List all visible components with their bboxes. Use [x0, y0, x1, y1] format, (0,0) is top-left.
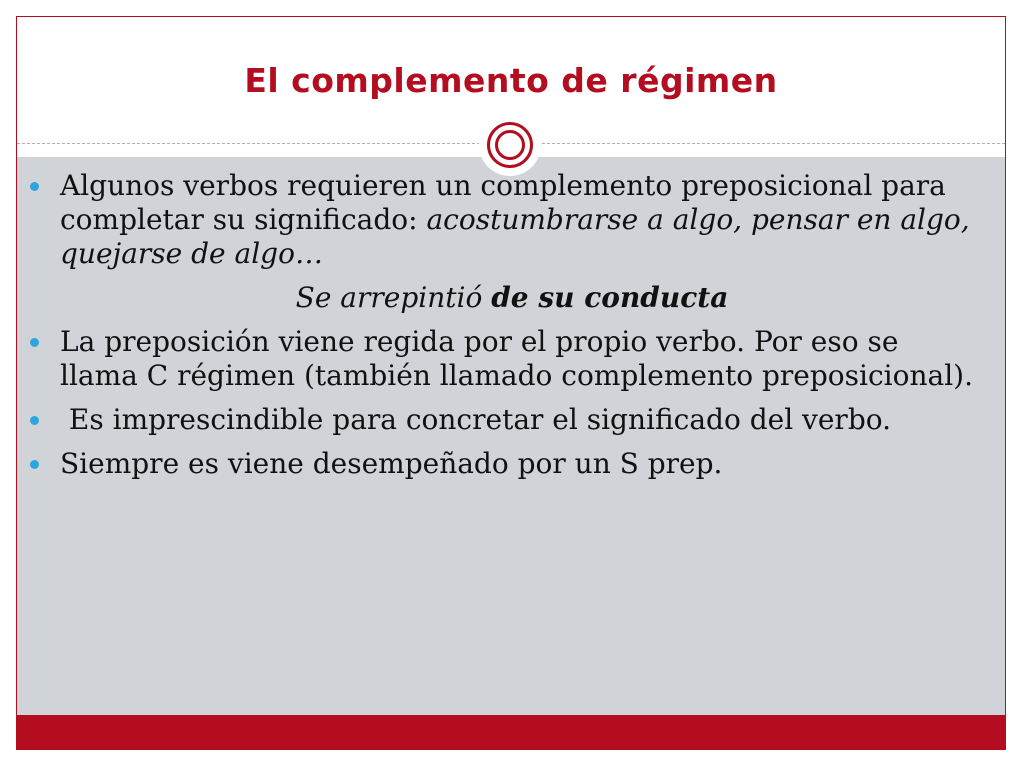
ornament-inner-ring: [495, 130, 525, 160]
bullet-text: Es imprescindible para concretar el significado del verbo.: [60, 403, 892, 436]
footer-bar: [17, 715, 1005, 749]
slide: [16, 16, 1006, 750]
bullet-item: [17, 325, 977, 393]
bullet-item: [17, 403, 977, 437]
bullet-examples: acostumbrarse a algo, pensar en algo, quejarse de algo…: [60, 203, 970, 270]
circle-ornament-icon: [479, 114, 541, 176]
bullet-dot-icon: [30, 416, 39, 425]
slide-title: El complemento de régimen: [244, 61, 778, 100]
bullet-dot-icon: [30, 460, 39, 469]
example-prefix: Se arrepintió: [295, 281, 492, 314]
slide-content: [17, 169, 977, 491]
bullet-item: [17, 447, 977, 481]
example-sentence: [17, 281, 977, 315]
bullet-text: Siempre es viene desempeñado por un S prep.: [60, 447, 723, 480]
ornament-outer-ring: [487, 122, 533, 168]
bullet-text: La preposición viene regida por el propio verbo. Por eso se llama C régimen (también llamado complemento preposicional).: [60, 325, 973, 392]
bullet-item: [17, 169, 977, 271]
bullet-dot-icon: [30, 182, 39, 191]
bullet-dot-icon: [30, 338, 39, 347]
bullet-text: Algunos verbos requieren un complemento preposicional para completar su significado:: [60, 169, 946, 236]
example-emphasis: de su conducta: [491, 281, 729, 314]
